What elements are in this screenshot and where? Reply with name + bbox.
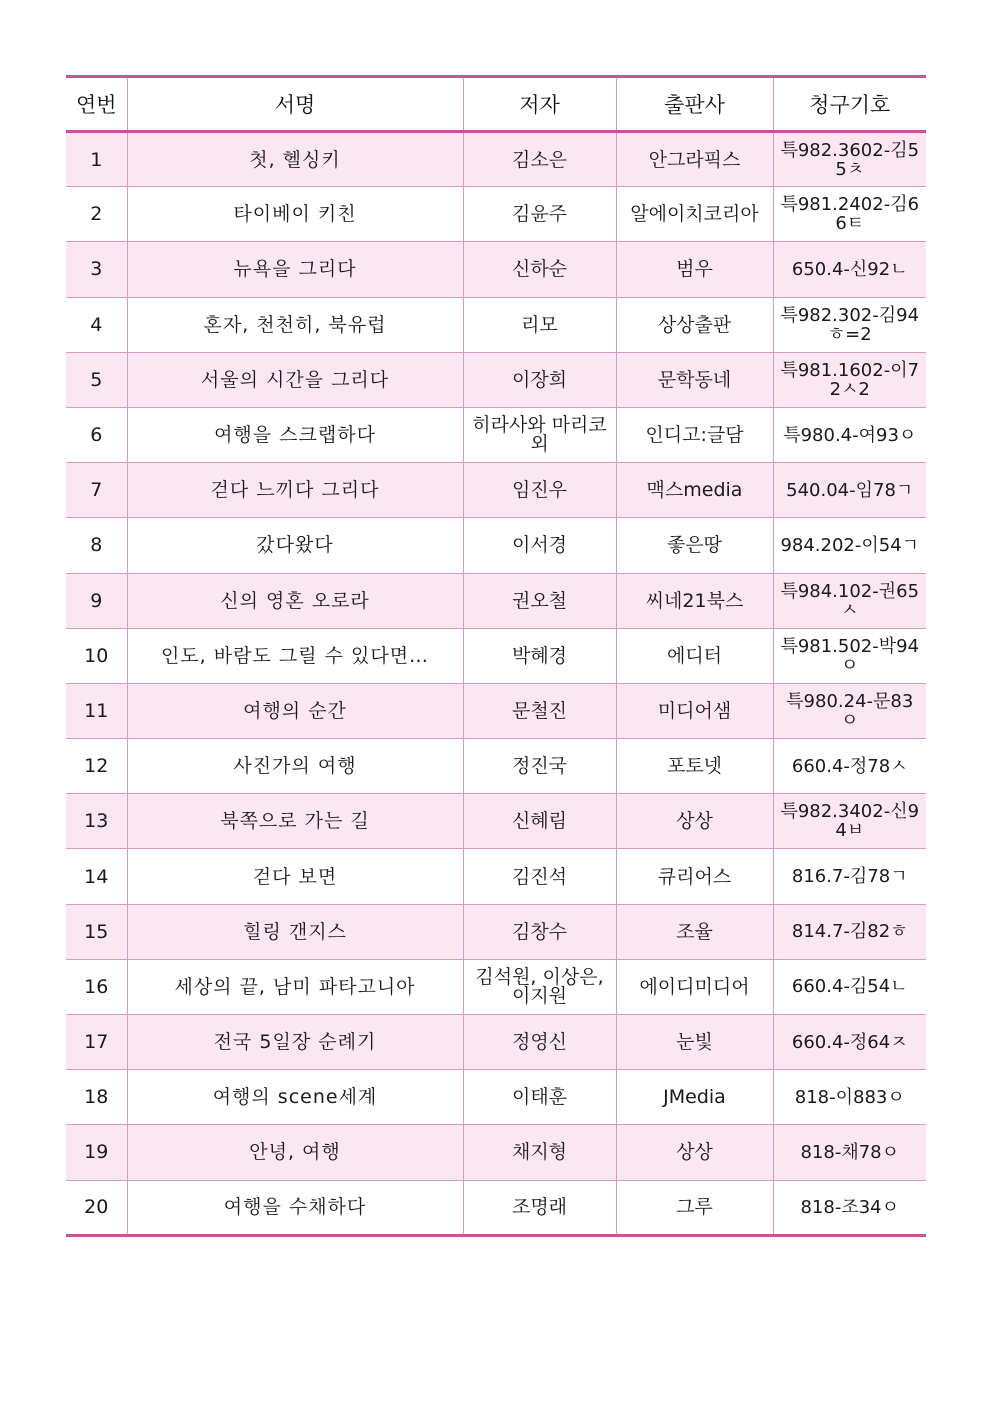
cell-no: 16 <box>66 959 127 1014</box>
cell-no: 4 <box>66 297 127 352</box>
header-row <box>66 77 926 132</box>
cell-title: 걷다 느끼다 그리다 <box>127 463 463 518</box>
cell-call-number: 540.04-임78ㄱ <box>773 463 926 518</box>
cell-publisher: 눈빛 <box>616 1015 773 1070</box>
cell-author: 신혜림 <box>463 794 616 849</box>
table-row <box>66 242 926 297</box>
cell-author: 이장희 <box>463 352 616 407</box>
cell-no: 14 <box>66 849 127 904</box>
cell-author: 정진국 <box>463 739 616 794</box>
table-row <box>66 683 926 738</box>
cell-call-number: 818-이883ㅇ <box>773 1070 926 1125</box>
cell-no: 1 <box>66 132 127 187</box>
table-body <box>66 132 926 1236</box>
cell-author: 권오철 <box>463 573 616 628</box>
cell-publisher: 좋은땅 <box>616 518 773 573</box>
cell-no: 12 <box>66 739 127 794</box>
cell-call-number: 984.202-이54ㄱ <box>773 518 926 573</box>
cell-publisher: 포토넷 <box>616 739 773 794</box>
cell-publisher: 에디터 <box>616 628 773 683</box>
cell-call-number: 650.4-신92ㄴ <box>773 242 926 297</box>
cell-title: 여행의 scene세계 <box>127 1070 463 1125</box>
cell-publisher: 미디어샘 <box>616 683 773 738</box>
cell-call-number: 특982.3602-김55ㅊ <box>773 132 926 187</box>
cell-title: 전국 5일장 순례기 <box>127 1015 463 1070</box>
cell-publisher: 씨네21북스 <box>616 573 773 628</box>
cell-no: 2 <box>66 187 127 242</box>
cell-publisher: 상상출판 <box>616 297 773 352</box>
cell-title: 여행을 스크랩하다 <box>127 407 463 462</box>
cell-author: 박혜경 <box>463 628 616 683</box>
table-row <box>66 794 926 849</box>
cell-title: 여행의 순간 <box>127 683 463 738</box>
cell-publisher: 인디고:글담 <box>616 407 773 462</box>
cell-publisher: 문학동네 <box>616 352 773 407</box>
cell-no: 15 <box>66 904 127 959</box>
cell-call-number: 특981.2402-김66ㅌ <box>773 187 926 242</box>
table-row <box>66 1180 926 1235</box>
cell-author: 이태훈 <box>463 1070 616 1125</box>
cell-publisher: 상상 <box>616 1125 773 1180</box>
cell-call-number: 특982.302-김94ㅎ=2 <box>773 297 926 352</box>
cell-no: 7 <box>66 463 127 518</box>
table-row <box>66 959 926 1014</box>
cell-call-number: 특980.24-문83ㅇ <box>773 683 926 738</box>
cell-title: 혼자, 천천히, 북유럽 <box>127 297 463 352</box>
cell-call-number: 특981.502-박94ㅇ <box>773 628 926 683</box>
table-row <box>66 407 926 462</box>
cell-no: 19 <box>66 1125 127 1180</box>
cell-no: 17 <box>66 1015 127 1070</box>
cell-title: 타이베이 키친 <box>127 187 463 242</box>
cell-title: 북쪽으로 가는 길 <box>127 794 463 849</box>
table-row <box>66 904 926 959</box>
table-row <box>66 1070 926 1125</box>
cell-title: 걷다 보면 <box>127 849 463 904</box>
cell-no: 8 <box>66 518 127 573</box>
cell-call-number: 816.7-김78ㄱ <box>773 849 926 904</box>
header-call-number: 청구기호 <box>773 77 926 132</box>
cell-publisher: 큐리어스 <box>616 849 773 904</box>
table-header <box>66 77 926 132</box>
cell-author: 김진석 <box>463 849 616 904</box>
table-row <box>66 518 926 573</box>
table-row <box>66 352 926 407</box>
cell-no: 6 <box>66 407 127 462</box>
cell-author: 리모 <box>463 297 616 352</box>
cell-author: 히라사와 마리코 외 <box>463 407 616 462</box>
cell-no: 3 <box>66 242 127 297</box>
cell-no: 13 <box>66 794 127 849</box>
header-publisher: 출판사 <box>616 77 773 132</box>
cell-publisher: 범우 <box>616 242 773 297</box>
cell-call-number: 특984.102-권65ㅅ <box>773 573 926 628</box>
cell-title: 신의 영혼 오로라 <box>127 573 463 628</box>
cell-title: 사진가의 여행 <box>127 739 463 794</box>
cell-author: 채지형 <box>463 1125 616 1180</box>
header-title: 서명 <box>127 77 463 132</box>
table-row <box>66 132 926 187</box>
cell-publisher: 조율 <box>616 904 773 959</box>
cell-author: 신하순 <box>463 242 616 297</box>
cell-author: 김창수 <box>463 904 616 959</box>
table-row <box>66 1015 926 1070</box>
cell-author: 정영신 <box>463 1015 616 1070</box>
cell-title: 첫, 헬싱키 <box>127 132 463 187</box>
cell-call-number: 818-채78ㅇ <box>773 1125 926 1180</box>
cell-author: 문철진 <box>463 683 616 738</box>
cell-call-number: 특981.1602-이72ㅅ2 <box>773 352 926 407</box>
cell-call-number: 660.4-정64ㅈ <box>773 1015 926 1070</box>
cell-call-number: 814.7-김82ㅎ <box>773 904 926 959</box>
cell-no: 10 <box>66 628 127 683</box>
cell-title: 힐링 갠지스 <box>127 904 463 959</box>
cell-call-number: 660.4-정78ㅅ <box>773 739 926 794</box>
cell-publisher: 알에이치코리아 <box>616 187 773 242</box>
header-no: 연번 <box>66 77 127 132</box>
table-row <box>66 628 926 683</box>
table-row <box>66 849 926 904</box>
book-list-table <box>66 75 926 1237</box>
cell-publisher: 상상 <box>616 794 773 849</box>
cell-no: 20 <box>66 1180 127 1235</box>
cell-publisher: 맥스media <box>616 463 773 518</box>
cell-title: 여행을 수채하다 <box>127 1180 463 1235</box>
table-row <box>66 297 926 352</box>
header-author: 저자 <box>463 77 616 132</box>
cell-call-number: 특980.4-여93ㅇ <box>773 407 926 462</box>
cell-title: 안녕, 여행 <box>127 1125 463 1180</box>
cell-no: 11 <box>66 683 127 738</box>
cell-no: 5 <box>66 352 127 407</box>
cell-title: 세상의 끝, 남미 파타고니아 <box>127 959 463 1014</box>
table-row <box>66 187 926 242</box>
cell-publisher: 에이디미디어 <box>616 959 773 1014</box>
cell-call-number: 818-조34ㅇ <box>773 1180 926 1235</box>
cell-title: 갔다왔다 <box>127 518 463 573</box>
cell-no: 9 <box>66 573 127 628</box>
cell-author: 김석원, 이상은, 이지원 <box>463 959 616 1014</box>
cell-publisher: JMedia <box>616 1070 773 1125</box>
cell-author: 조명래 <box>463 1180 616 1235</box>
cell-publisher: 안그라픽스 <box>616 132 773 187</box>
table-row <box>66 463 926 518</box>
table-row <box>66 1125 926 1180</box>
cell-author: 이서경 <box>463 518 616 573</box>
cell-title: 서울의 시간을 그리다 <box>127 352 463 407</box>
cell-call-number: 660.4-김54ㄴ <box>773 959 926 1014</box>
cell-publisher: 그루 <box>616 1180 773 1235</box>
cell-author: 김소은 <box>463 132 616 187</box>
cell-title: 인도, 바람도 그릴 수 있다면… <box>127 628 463 683</box>
cell-title: 뉴욕을 그리다 <box>127 242 463 297</box>
cell-no: 18 <box>66 1070 127 1125</box>
cell-author: 임진우 <box>463 463 616 518</box>
cell-author: 김윤주 <box>463 187 616 242</box>
table-row <box>66 739 926 794</box>
cell-call-number: 특982.3402-신94ㅂ <box>773 794 926 849</box>
table-row <box>66 573 926 628</box>
